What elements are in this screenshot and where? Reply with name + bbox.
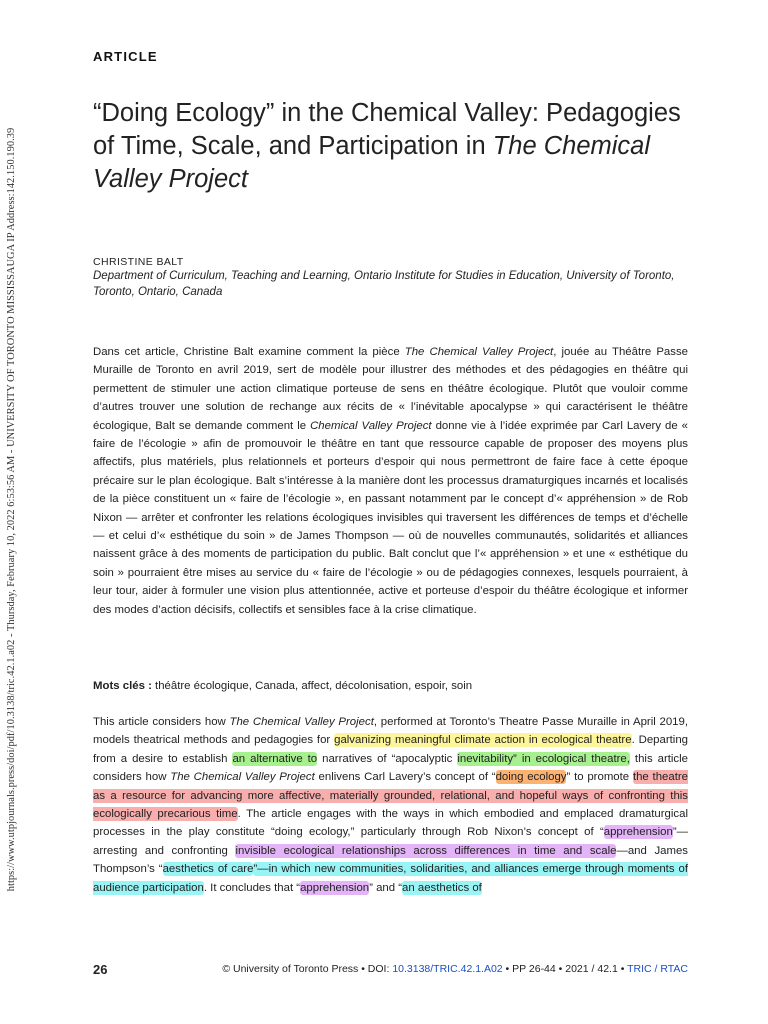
author-affiliation: Department of Curriculum, Teaching and Learning, Ontario Institute for Studies in Education, University of Toronto, Toronto, Ontario, Canada (93, 270, 675, 298)
keywords-list: théâtre écologique, Canada, affect, décolonisation, espoir, soin (151, 680, 473, 692)
journal-link[interactable]: TRIC / RTAC (627, 963, 688, 975)
body-text: . It concludes that “ (203, 881, 301, 894)
footer-pages: • PP 26-44 • 2021 / 42.1 • (502, 963, 628, 975)
abstract-french (93, 343, 688, 619)
body-text: ” and “ (369, 881, 403, 894)
body-text: , performed at Toronto’s Theatre Passe Muraille in April 2019, models theatrical methods and pedagogies for (93, 716, 688, 747)
highlight-purple[interactable]: invisible ecological relationships across differences in time and scale (235, 844, 617, 857)
highlight-yellow[interactable]: galvanizing meaningful climate action in ecological theatre (334, 734, 632, 747)
highlight-red[interactable]: the theatre as a resource for advancing more affective, materially grounded, relational, and hopeful ways of confronting this ecologically precarious time (93, 771, 689, 821)
watermark-text: https://www.utpjournals.press/doi/pdf/10.3138/tric.42.1.a02 - Thursday, February 10, 2022 6:53:56 AM - UNIVERSITY OF TORONTO MISSISSAUGA IP Address:142.150.190.39 (6, 127, 18, 891)
highlight-green[interactable]: inevitability” in ecological theatre, (457, 752, 630, 765)
body-text: this article considers how (93, 752, 688, 784)
body-text: . The article engages with the ways in which embodied and emplaced dramaturgical processes in the play constitute “doing ecology,” particularly through Rob Nixon’s concept of “ (93, 808, 688, 839)
abstract-text: donne vie à l’idée exprimée par Carl Lavery de « faire de l’écologie » afin de promouvoir le théâtre en tant que ressource capable de proposer des moyens plus affectifs, plus matériels, plus relationnels et porteurs d’espoir qui nous permettront de faire face à cette époque précaire sur le plan écologique. Balt s’intéresse à la manière dont les processus dramaturgiques incarnés et localisés de la pièce constituent un « faire de l’écologie », en passant notamment par le concept d’« appréhension » de Rob Nixon — arrêter et confronter les relations écologiques invisibles qui traversent les différences de temps et d’échelle — et celui d’« esthétique du soin » de James Thompson — où de nouvelles communautés, solidarités et alliances naissent grâce à des moments de participation du public. Balt conclut que l’« appréhension » et une « esthétique du soin » pourraient être mises au service du « faire de l’écologie » ou de pédagogies connexes, lesquels pourraient, à leur tour, aider à formuler une vision plus attentionnée, active et porteuse d’espoir du théâtre écologique et informer des modes d’action décisifs, collectifs et sensibles face à la crise climatique. (93, 419, 689, 616)
page-number: 26 (93, 962, 108, 977)
doi-link[interactable]: 10.3138/TRIC.42.1.A02 (392, 963, 503, 975)
body-text: . Departing from a desire to establish (93, 734, 688, 765)
body-text: This article considers how (93, 716, 230, 728)
play-title: The Chemical Valley Project (170, 771, 315, 784)
highlight-purple[interactable]: apprehension (300, 881, 370, 894)
highlight-cyan[interactable]: an aesthetics of (402, 881, 482, 894)
highlight-orange[interactable]: doing ecology (495, 771, 567, 784)
highlight-green[interactable]: an alternative to (232, 752, 318, 765)
article-title (93, 97, 693, 196)
page-footer (93, 962, 688, 978)
play-title: The Chemical Valley Project (229, 716, 374, 728)
section-kicker: ARTICLE (93, 49, 158, 64)
body-text: ” to promote (566, 771, 633, 784)
body-text: narratives of “apocalyptic (317, 752, 458, 765)
download-watermark (2, 94, 22, 924)
title-main: “Doing Ecology” in the Chemical Valley: Pedagogies of Time, Scale, and Participation in (93, 99, 681, 160)
keywords-label: Mots clés : (93, 680, 152, 692)
keywords (93, 677, 688, 695)
author-name: CHRISTINE BALT (93, 256, 184, 268)
body-text: —and James Thompson’s “ (93, 844, 688, 876)
highlight-cyan[interactable]: aesthetics of care (162, 863, 254, 876)
body-text: ”— arresting and confronting (93, 826, 688, 857)
abstract-text: , jouée au Théâtre Passe Muraille de Toronto en avril 2019, sert de modèle pour illustrer des méthodes et des pédagogies en théâtre qui permettent de stimuler une action climatique porteuse de sens en théâtre écologique. Plutôt que vouloir comme d’autres trouver une solution de rechange aux récits de « l’inévitable apocalypse » qui caractérisent le théâtre écologique, Balt se demande comment le (93, 346, 688, 432)
footer-copyright: © University of Toronto Press • DOI: (222, 963, 393, 975)
title-italic: The Chemical Valley Project (93, 132, 651, 193)
play-title: The Chemical Valley Project (404, 346, 554, 358)
english-abstract (93, 713, 688, 897)
abstract-text: Dans cet article, Christine Balt examine comment la pièce (93, 346, 405, 358)
highlight-purple[interactable]: apprehension (603, 826, 673, 839)
highlight-cyan[interactable]: ”—in which new communities, solidarities, and alliances emerge through moments of audience participation (93, 863, 688, 894)
footer-citation (222, 963, 688, 975)
play-title: Chemical Valley Project (310, 419, 432, 432)
body-text: enlivens Carl Lavery’s concept of “ (314, 771, 496, 784)
